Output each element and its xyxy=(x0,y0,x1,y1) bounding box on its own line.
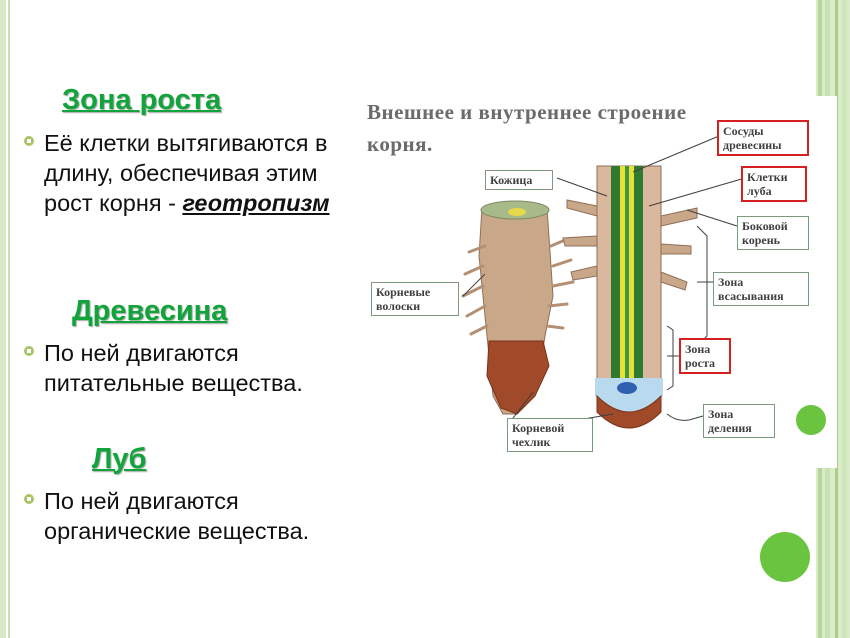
bullet-icon xyxy=(24,346,34,356)
geotropism-term: геотропизм xyxy=(182,190,330,216)
bullet-growth-text: Её клетки вытягиваются в длину, обеспечивая этим рост корня - xyxy=(44,130,328,216)
bullet-xylem-text: По ней двигаются питательные вещества. xyxy=(44,340,303,396)
frame-stripe xyxy=(842,0,847,638)
bullet-phloem-text: По ней двигаются органические вещества. xyxy=(44,488,310,544)
bullet-icon xyxy=(24,494,34,504)
label-phloem-cells: Клетки луба xyxy=(741,166,807,202)
label-xylem-vessels: Сосуды древесины xyxy=(717,120,809,156)
label-lateral-root: Боковой корень xyxy=(737,216,809,250)
bullet-text xyxy=(44,128,364,218)
label-growth-zone: Зона роста xyxy=(679,338,731,374)
heading-growth-zone: Зона роста xyxy=(62,84,222,116)
bullet-icon xyxy=(24,136,34,146)
frame-left-border xyxy=(0,0,6,638)
label-root-cap: Корневой чехлик xyxy=(507,418,593,452)
bullet-xylem xyxy=(24,338,364,398)
label-skin: Кожица xyxy=(485,170,553,190)
label-division-zone: Зона деления xyxy=(703,404,775,438)
bullet-growth-zone xyxy=(24,128,364,218)
root-structure-figure xyxy=(367,96,837,468)
frame-left-line xyxy=(8,0,10,638)
label-absorption-zone: Зона всасывания xyxy=(713,272,809,306)
heading-phloem: Луб xyxy=(92,443,147,475)
heading-xylem: Древесина xyxy=(72,295,228,327)
figure-title: Внешнее и внутреннее строение корня. xyxy=(367,100,687,156)
label-root-hairs: Корневые волоски xyxy=(371,282,459,316)
decor-dot-small xyxy=(796,405,826,435)
decor-dot-large xyxy=(760,532,810,582)
bullet-phloem xyxy=(24,486,324,546)
